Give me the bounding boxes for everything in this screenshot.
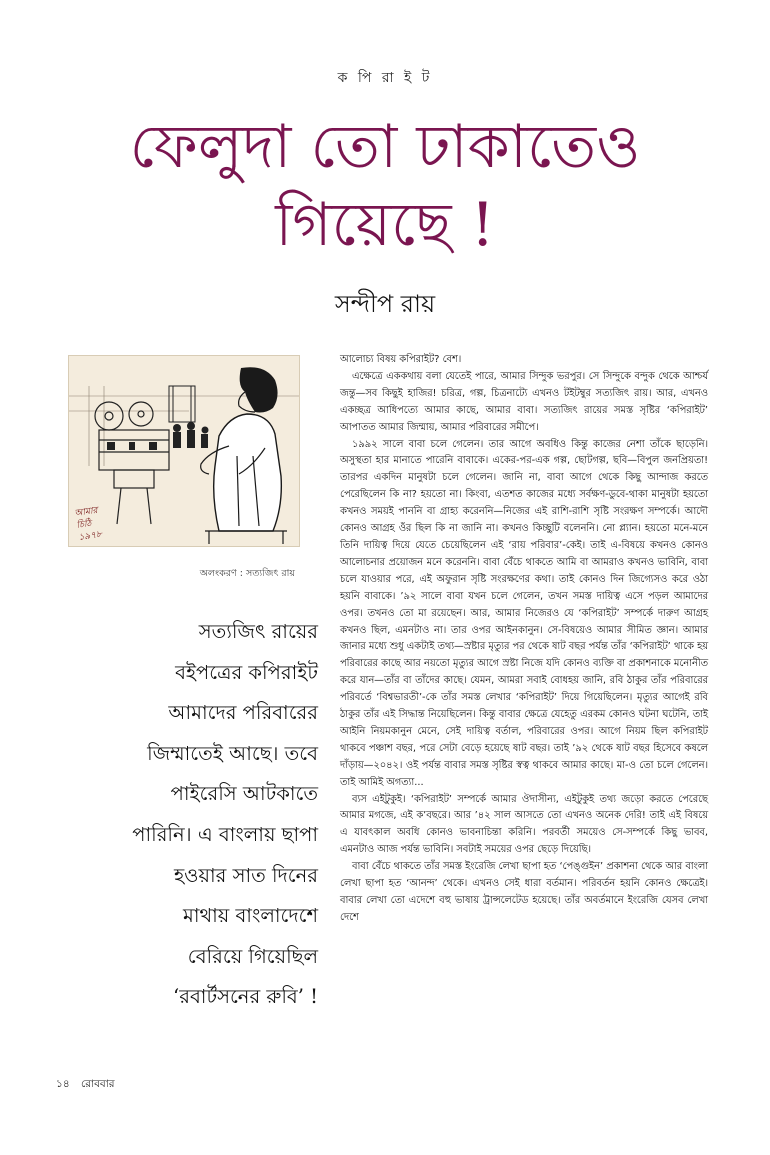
page-title	[60, 108, 710, 264]
author-byline: সন্দীপ রায়	[334, 290, 436, 318]
article-paragraph: আলোচ্য বিষয় কপিরাইট? বেশ।	[340, 354, 462, 365]
article-paragraph: ১৯৯২ সালে বাবা চলে গেলেন। তার আগে অবধিও কিন্তু কাজের নেশা তাঁকে ছাড়েনি। অসুস্থতা হার মানাতে পারেনি বাবাকে। একের-পর-এক গল্প, ছোটগল্প, ছবি—বিপুল জনপ্রিয়তা! তারপর একদিন মানুষটা চলে গেলেন। জানি না, বাবা আগে থেকে কিছু আন্দাজ করতে পেরেছিলেন কি না? হয়তো না। কিংবা, এতশত কাজের মধ্যে সর্বক্ষণ-ডুবে-থাকা মানুষটা হয়তো কখনও সময়ই পাননি বা গ্রাহ্য করেননি—নিজের এই রাশি-রাশি সৃষ্টি সংরক্ষণ সম্পর্কে। আদৌ কোনও আগ্রহ ওঁর ছিল কি না জানি না। কখনও কিচ্ছুটি বলেননি। নো প্ল্যান। হয়তো মনে-মনে তিনি দায়িত্ব দিয়ে যেতে চেয়েছিলেন এই ‘রায় পরিবার’-কেই। তাই এ-বিষয়ে কখনও কোনও আলোচনার প্রয়োজন মনে করেননি। বাবা বেঁচে থাকতে আমি বা আমরাও কখনও ভাবিনি, বাবা চলে যাওয়ার পরে, এই অফুরান সৃষ্টি সংরক্ষণের কথা। তাই কোনও দিন জিগ্যেসও করে ওঠা হয়নি বাবাকে। ’৯২ সালে বাবা যখন চলে গেলেন, তখন সমস্ত দায়িত্ব এসে পড়ল আমাদের ওপর। তখনও তো মা রয়েছেন। আর, আমার নিজেরও যে ‘কপিরাইট’ সম্পর্কে দারুণ আগ্রহ কখনও ছিল, এমনটাও না। তার ওপর আইনকানুন। সে-বিষয়েও আমার সীমিত জ্ঞান। আমার জানার মধ্যে শুধু একটাই তথ্য—স্রষ্টার মৃত্যুর পর থেকে ষাট বছর পর্যন্ত তাঁর ‘কপিরাইট’ থাকে হয় পরিবারের কাছে আর নয়তো মৃত্যুর আগে স্রষ্টা নিজে যদি কোনও ব্যক্তি বা প্রকাশনাকে মনোনীত করে যান—তাঁর বা তাঁদের কাছে। যেমন, আমরা সবাই বোধহয় জানি, রবি ঠাকুর তাঁর পরিবারের পরিবর্তে ‘বিশ্বভারতী’-কে তাঁর সমস্ত লেখার ‘কপিরাইট’ দিয়ে গিয়েছিলেন। মৃত্যুর আগেই রবি ঠাকুর তাঁর এই সিদ্ধান্ত নিয়েছিলেন। কিন্তু বাবার ক্ষেত্রে যেহেতু এরকম কোনও ঘটনা ঘটেনি, তাই আইনি নিয়মকানুন মেনে, সেই দায়িত্ব বর্তাল, পরিবারের ওপর। আগে নিয়ম ছিল কপিরাইট থাকবে পঞ্চাশ বছর, পরে সেটা বেড়ে হয়েছে ষাট বছর। তাই ’৯২ থেকে ষাট বছর হিসেবে কষলে দাঁড়ায়—২০৪২। ওই পর্যন্ত বাবার সমস্ত সৃষ্টির স্বত্ব থাকবে আমার কাছে। মা-ও তো চলে গেলেন। তাই আমিই অগত্যা...	[340, 438, 708, 788]
article-body	[340, 352, 708, 927]
illustration	[68, 355, 300, 547]
pull-quote-line: পাইরেসি আটকাতে	[170, 782, 318, 806]
pull-quote-line: আমাদের পরিবারের	[168, 701, 318, 725]
illustration-drawing	[69, 356, 299, 546]
pull-quote	[40, 612, 318, 1018]
pull-quote-line: সত্যজিৎ রায়ের	[198, 620, 318, 643]
pull-quote-line: হওয়ার সাত দিনের	[173, 863, 318, 887]
svg-text:চিঠি: চিঠি	[76, 519, 93, 531]
article-paragraph: বাবা বেঁচে থাকতে তাঁর সমস্ত ইংরেজি লেখা ছাপা হত ‘পেঙ্গুইন’ প্রকাশনা থেকে আর বাংলা লেখা ছাপা হত ‘আনন্দ’ থেকে। এখনও সেই ধারা বর্তমান। পরিবর্তন হয়নি কোনও ক্ষেত্রেই। বাবার লেখা তো এদেশে বহু ভাষায় ট্রান্সলেটেড হয়েছে। তাঁর অবর্তমানে ইংরেজি যেসব লেখা দেশে	[340, 861, 708, 923]
pull-quote-line: বইপত্রের কপিরাইট	[175, 660, 318, 684]
pull-quote-line: বেরিয়ে গিয়েছিল	[187, 944, 318, 968]
page-number: ১৪	[56, 1078, 70, 1090]
pull-quote-line: জিম্মাতেই আছে। তবে	[147, 741, 318, 765]
svg-text:১৯৭৮: ১৯৭৮	[78, 529, 103, 543]
section-kicker: ক পি রা ই ট	[337, 70, 433, 86]
magazine-name: রোববার	[80, 1078, 115, 1090]
headline-line-1: ফেলুদা তো ঢাকাতেও	[129, 112, 641, 182]
pull-quote-line: মাথায় বাংলাদেশে	[183, 904, 318, 928]
illustration-caption: অলংকরণ : সত্যজিৎ রায়	[199, 568, 295, 579]
article-paragraph: ব্যস এইটুকুই। ‘কপিরাইট’ সম্পর্কে আমার ঔদাসীন্য, এইটুকুই তথ্য জড়ো করতে পেরেছে আমার মগজে, এই ক’বছরে। আর ’৪২ সাল আসতে তো এখনও অনেক দেরি! তাই এই বিষয়ে এ যাবৎকাল অবধি কোনও ভাবনাচিন্তা করিনি। পরবর্তী সময়েও সে-সম্পর্কে কিছু ভাবব, এমনটাও আজ পর্যন্ত ভাবিনি। সবটাই সময়ের ওপর ছেড়ে দিয়েছি।	[340, 793, 708, 856]
pull-quote-line: ‘রবার্টসনের রুবি’ !	[173, 985, 318, 1009]
pull-quote-line: পারিনি। এ বাংলায় ছাপা	[132, 822, 318, 846]
article-paragraph: এক্ষেত্রে এককথায় বলা যেতেই পারে, আমার সিন্দুক ভরপুর। সে সিন্দুকে বন্দুক থেকে আশ্চর্য জন্তু—সব কিছুই হাজির! চরিত্র, গল্প, চিত্রনাট্যে এখনও টইটম্বুর সত্যজিৎ রায়। আর, এখনও একচ্ছত্র আধিপত্যে আমার কাছে, আমার বাবা। সত্যজিৎ রায়ের সমস্ত সৃষ্টির ‘কপিরাইট’ আপাতত আমার জিম্মায়, আমার পরিবারের সমীপে।	[340, 370, 708, 433]
headline-line-2: গিয়েছে !	[275, 190, 495, 260]
svg-text:আমার: আমার	[74, 505, 99, 519]
page-footer	[56, 1077, 115, 1094]
